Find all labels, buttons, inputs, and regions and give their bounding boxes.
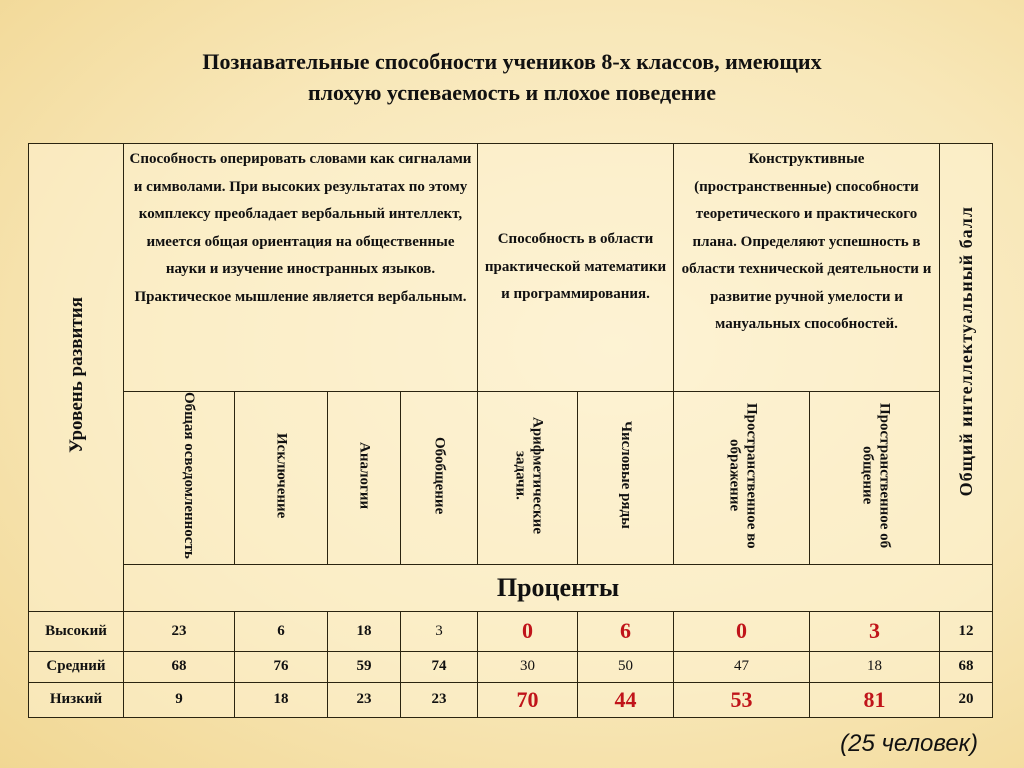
title-line-2: плохую успеваемость и плохое поведение xyxy=(307,80,717,105)
cell: 6 xyxy=(578,611,674,651)
side-header-cell xyxy=(29,144,124,612)
row-label: Низкий xyxy=(29,682,124,717)
total-header-cell xyxy=(940,144,993,565)
cell: 0 xyxy=(674,611,810,651)
subheader-label: Аналогии xyxy=(356,441,373,509)
percent-label: Проценты xyxy=(124,564,993,611)
subheader xyxy=(674,392,810,565)
subheader-label: Общая осведомленность xyxy=(181,392,197,559)
cell: 76 xyxy=(235,651,328,682)
total-cell: 20 xyxy=(940,682,993,717)
subheader xyxy=(235,392,328,565)
row-label: Средний xyxy=(29,651,124,682)
row-label: Высокий xyxy=(29,611,124,651)
cell: 44 xyxy=(578,682,674,717)
cell: 0 xyxy=(478,611,578,651)
title-line-1: Познавательные способности учеников 8-х классов, имеющих xyxy=(202,49,822,74)
subheader-label: Пространственное обобщение xyxy=(859,402,893,548)
cell: 23 xyxy=(401,682,478,717)
table-row xyxy=(29,682,993,717)
cell: 18 xyxy=(810,651,940,682)
cell: 3 xyxy=(401,611,478,651)
group-math: Способность в области практической математики и программирования. xyxy=(478,144,674,392)
cell: 50 xyxy=(578,651,674,682)
cell: 53 xyxy=(674,682,810,717)
cell: 23 xyxy=(124,611,235,651)
subheader-label: Арифметические задачи. xyxy=(512,416,546,534)
results-table xyxy=(28,143,993,718)
subheader-label: Числовые ряды xyxy=(618,421,634,530)
subheader xyxy=(810,392,940,565)
cell: 81 xyxy=(810,682,940,717)
total-cell: 12 xyxy=(940,611,993,651)
group-verbal: Способность оперировать словами как сигналами и символами. При высоких результатах по этому комплексу преобладает вербальный интеллект, имеется общая ориентация на общественные науки и изучение иностранных языков. Практическое мышление является вербальным. xyxy=(124,144,478,392)
total-cell: 68 xyxy=(940,651,993,682)
subheader xyxy=(478,392,578,565)
cell: 47 xyxy=(674,651,810,682)
total-header: Общий интеллектуальный балл xyxy=(955,206,976,497)
cell: 6 xyxy=(235,611,328,651)
side-header: Уровень развития xyxy=(65,296,87,453)
cell: 23 xyxy=(328,682,401,717)
cell: 9 xyxy=(124,682,235,717)
subheader xyxy=(328,392,401,565)
subheader-label: Пространственное воображение xyxy=(726,402,760,549)
subheader xyxy=(578,392,674,565)
slide-title xyxy=(60,46,964,108)
cell: 68 xyxy=(124,651,235,682)
cell: 3 xyxy=(810,611,940,651)
cell: 30 xyxy=(478,651,578,682)
footnote: (25 человек) xyxy=(840,730,978,757)
subheader xyxy=(124,392,235,565)
cell: 59 xyxy=(328,651,401,682)
subheader xyxy=(401,392,478,565)
cell: 74 xyxy=(401,651,478,682)
cell: 18 xyxy=(235,682,328,717)
cell: 70 xyxy=(478,682,578,717)
subheader-label: Обобщение xyxy=(431,436,448,514)
group-spatial: Конструктивные (пространственные) способности теоретического и практического плана. Определяют успешность в области технической деятельности и развитие ручной умелости и мануальных способностей. xyxy=(674,144,940,392)
cell: 18 xyxy=(328,611,401,651)
table-row xyxy=(29,651,993,682)
table-row xyxy=(29,611,993,651)
subheader-label: Исключение xyxy=(273,432,290,519)
